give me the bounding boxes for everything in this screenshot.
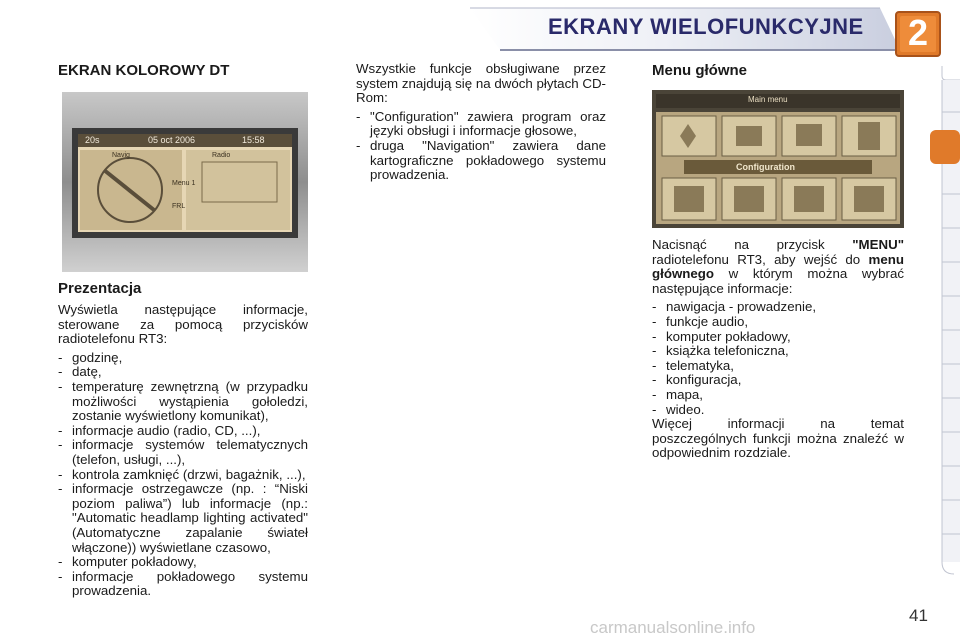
right-column-text — [652, 238, 904, 461]
list-item: - książka telefoniczna, — [652, 344, 904, 359]
screen-panel-right: Radio — [212, 152, 231, 159]
chapter-title: EKRANY WIELOFUNKCYJNE — [548, 14, 864, 39]
chapter-tabs — [928, 66, 960, 576]
intro-part: w którym można wybrać następujące informacje: — [652, 266, 904, 296]
list-item: - kontrola zamknięć (drzwi, bagażnik, ...), — [58, 468, 308, 483]
menu-options-list — [652, 300, 904, 417]
main-menu-term: menu głównego — [652, 251, 904, 282]
list-item: - temperaturę zewnętrzną (w przypadku możliwości wystąpienia gołoledzi, zostanie wyświetlony komunikat), — [58, 380, 308, 424]
middle-intro: Wszystkie funkcje obsługiwane przez system znajdują się na dwóch płytach CD-Rom: — [356, 61, 606, 106]
section-heading-color-display: EKRAN KOLOROWY DT — [58, 62, 230, 79]
list-item: - informacje audio (radio, CD, ...), — [58, 424, 308, 439]
screen-time-right: 15:58 — [242, 135, 265, 145]
screen-line-1: Menu 1 — [172, 180, 196, 187]
chapter-number: 2 — [908, 12, 929, 53]
list-item: - informacje pokładowego systemu prowadzenia. — [58, 570, 308, 599]
screen-line-2: FRL — [172, 203, 186, 210]
list-item: - nawigacja - prowadzenie, — [652, 300, 904, 315]
list-item: - informacje ostrzegawcze (np. : “Niski poziom paliwa”) lub informacje (np.: "Automatic headlamp lighting activated" (Automatyczne zapalanie świateł włączone)) wyświetlane czasowo, — [58, 482, 308, 555]
watermark: carmanualsonline.info — [590, 618, 756, 637]
menu-screen-selected: Configuration — [736, 162, 795, 172]
right-closing: Więcej informacji na temat poszczególnych funkcji można znaleźć w odpowiednim rozdziale. — [652, 416, 904, 461]
main-menu-screen — [652, 90, 904, 228]
cdrom-list — [356, 110, 606, 183]
list-item: - godzinę, — [58, 351, 308, 366]
page-number: 41 — [909, 606, 928, 625]
list-item: - telematyka, — [652, 359, 904, 374]
list-item: - wideo. — [652, 403, 904, 418]
list-item: - konfiguracja, — [652, 373, 904, 388]
menu-button-name: "MENU" — [852, 237, 904, 252]
list-item: - "Configuration" zawiera program oraz języki obsługi i informacje głosowe, — [356, 110, 606, 139]
intro-part: radiotelefonu RT3, aby wejść do — [652, 251, 869, 267]
right-intro — [652, 238, 904, 296]
left-intro: Wyświetla następujące informacje, sterowane za pomocą przycisków radiotelefonu RT3: — [58, 302, 308, 347]
screen-date: 05 oct 2006 — [148, 135, 196, 145]
intro-part: Nacisnąć na przycisk — [652, 237, 853, 252]
list-item: - komputer pokładowy, — [652, 330, 904, 345]
list-item: - informacje systemów telematycznych (telefon, usługi, ...), — [58, 438, 308, 467]
menu-screen-title: Main menu — [748, 95, 788, 104]
list-item: - mapa, — [652, 388, 904, 403]
screen-time-left: 20s — [85, 135, 100, 145]
list-item: - datę, — [58, 365, 308, 380]
screen-panel-left: Navig — [112, 152, 130, 159]
middle-column-text — [356, 62, 606, 183]
left-column-text — [58, 303, 308, 599]
section-title-presentation: Prezentacja — [58, 280, 142, 297]
section-heading-main-menu: Menu główne — [652, 62, 747, 79]
left-info-list — [58, 351, 308, 599]
list-item: - komputer pokładowy, — [58, 555, 308, 570]
list-item: - druga "Navigation" zawiera dane kartograficzne pokładowego systemu prowadzenia. — [356, 139, 606, 183]
list-item: - funkcje audio, — [652, 315, 904, 330]
